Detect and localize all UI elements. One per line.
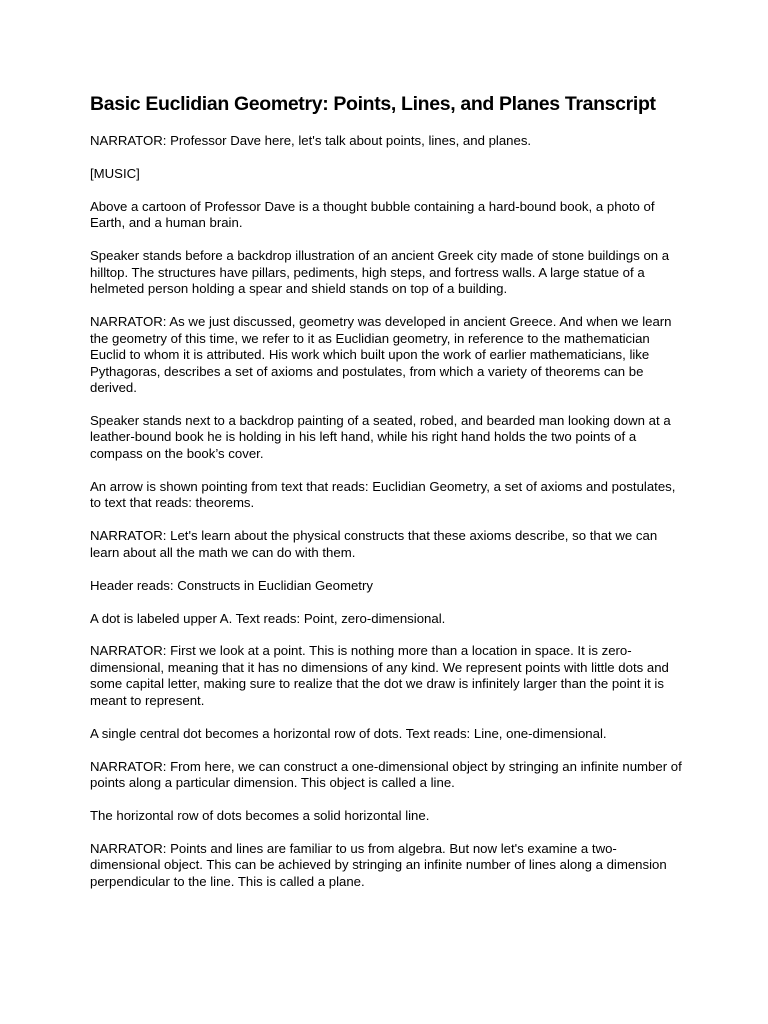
paragraph-narrator-plane: NARRATOR: Points and lines are familiar to us from algebra. But now let's examine a two-dimensional object. This can be achieved by stringing an infinite number of lines along a dimension perpendicular to the line. This is called a plane.: [90, 840, 667, 889]
paragraph-greek-city-description: Speaker stands before a backdrop illustration of an ancient Greek city made of stone buildings on a hilltop. The structures have pillars, pediments, high steps, and fortress walls. A large statue of a helmeted person holding a spear and shield stands on top of a building.: [90, 248, 670, 297]
page-title: Basic Euclidian Geometry: Points, Lines, and Planes Transcript: [90, 93, 656, 115]
paragraph-euclid-painting-description: Speaker stands next to a backdrop painting of a seated, robed, and bearded man looking down at a leather-bound book he is holding in his left hand, while his right hand holds the two points of a compass on the book’s cover.: [90, 412, 671, 461]
paragraph-narrator-constructs: NARRATOR: Let's learn about the physical constructs that these axioms describe, so that we can learn about all the math we can do with them.: [90, 528, 658, 560]
paragraph-narrator-line: NARRATOR: From here, we can construct a one-dimensional object by stringing an infinite number of points along a particular dimension. This object is called a line.: [90, 758, 682, 791]
paragraph-thought-bubble-description: Above a cartoon of Professor Dave is a thought bubble containing a hard-bound book, a photo of Earth, and a human brain.: [90, 198, 655, 231]
paragraph-music-cue: [MUSIC]: [90, 165, 140, 181]
document-body: [90, 92, 682, 907]
paragraph-header-description: Header reads: Constructs in Euclidian Geometry: [90, 577, 373, 593]
paragraph-line-description: A single central dot becomes a horizontal row of dots. Text reads: Line, one-dimensional.: [90, 725, 607, 741]
paragraph-solid-line-description: The horizontal row of dots becomes a solid horizontal line.: [90, 808, 430, 824]
paragraph-point-description: A dot is labeled upper A. Text reads: Point, zero-dimensional.: [90, 610, 446, 626]
paragraph-narrator-intro: NARRATOR: Professor Dave here, let's talk about points, lines, and planes.: [90, 133, 532, 148]
paragraph-narrator-point: NARRATOR: First we look at a point. This is nothing more than a location in space. It is zero-dimensional, meaning that it has no dimensions of any kind. We represent points with little dots and some capital letter, making sure to realize that the dot we draw is infinitely larger than the point it is meant to represent.: [90, 643, 669, 708]
paragraph-narrator-euclid: NARRATOR: As we just discussed, geometry was developed in ancient Greece. And when we learn the geometry of this time, we refer to it as Euclidian geometry, in reference to the mathematician Euclid to whom it is attributed. His work which built upon the work of earlier mathematicians, like Pythagoras, describes a set of axioms and postulates, from which a variety of theorems can be derived.: [90, 314, 672, 396]
paragraph-arrow-description: An arrow is shown pointing from text that reads: Euclidian Geometry, a set of axioms and postulates, to text that reads: theorems.: [90, 478, 676, 511]
